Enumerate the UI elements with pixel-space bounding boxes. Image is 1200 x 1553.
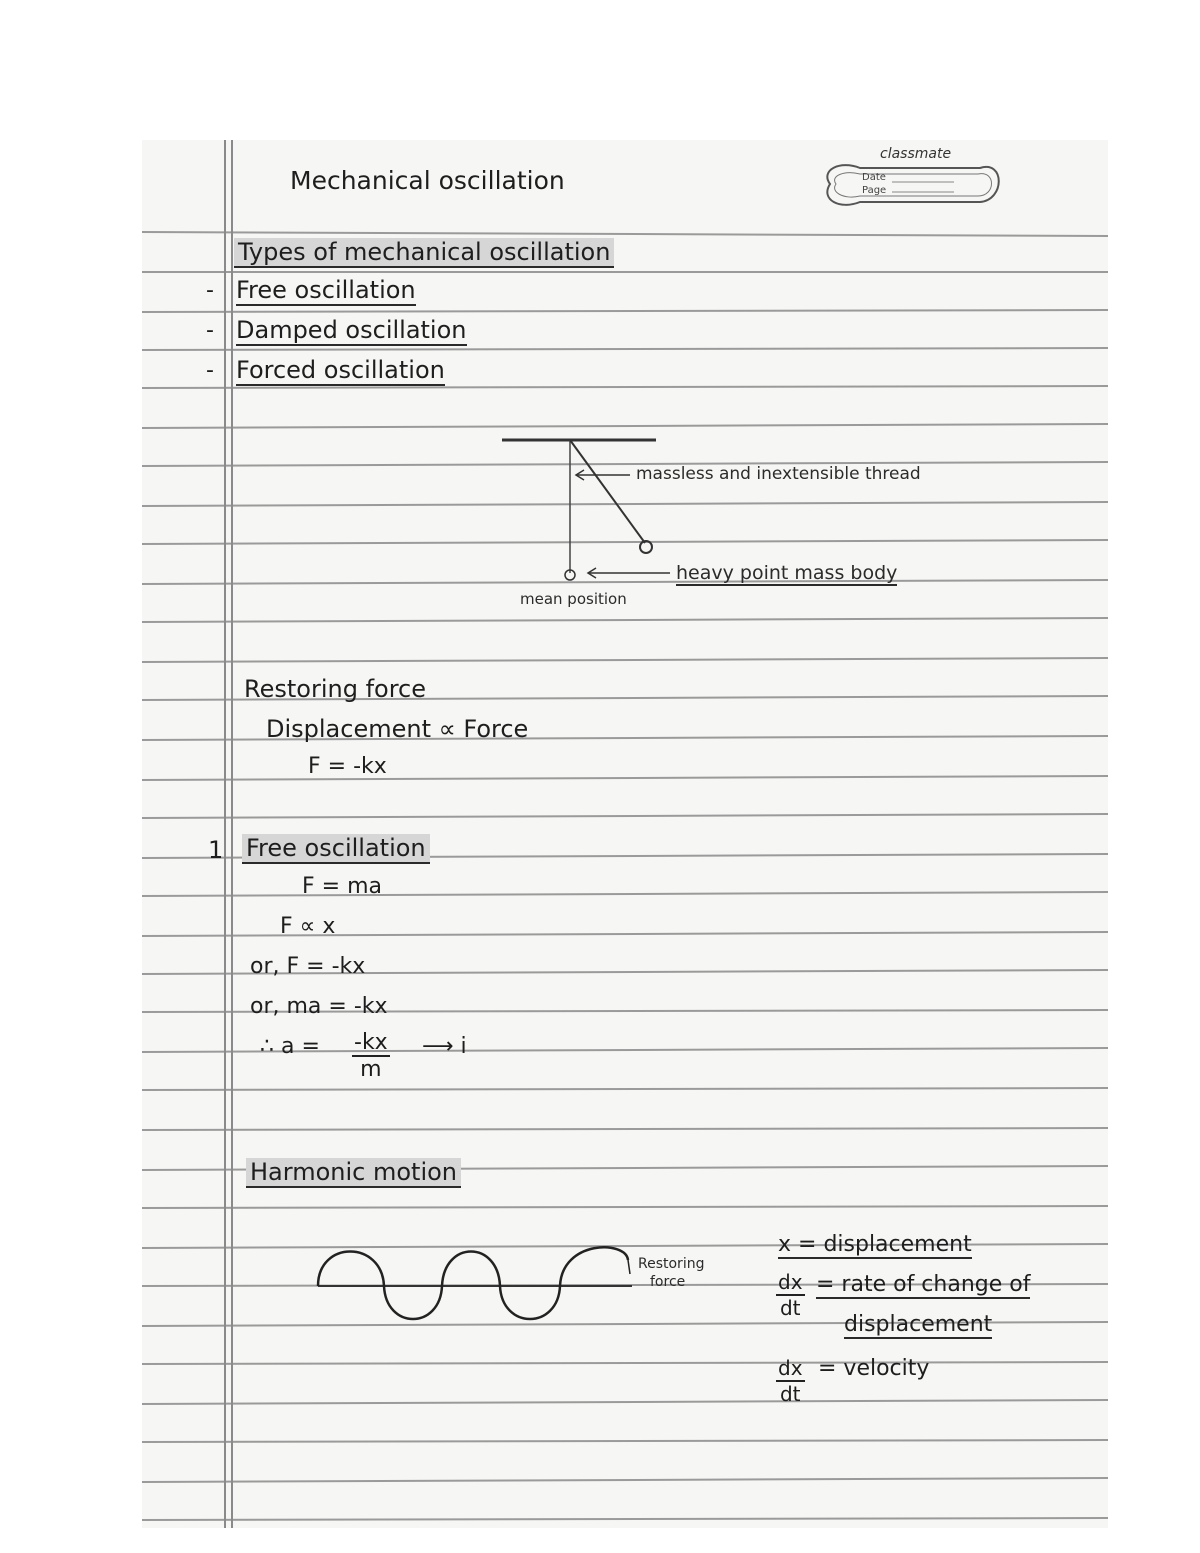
definition-displacement: x = displacement [778, 1232, 972, 1257]
free-eq-4: or, ma = -kx [250, 994, 388, 1019]
restoring-line-2: F = -kx [308, 754, 387, 779]
free-eq-5-suffix: ⟶ i [422, 1034, 467, 1059]
fraction-numerator: dx [778, 1270, 803, 1294]
displaced-thread [570, 440, 645, 543]
restoring-heading: Restoring force [244, 675, 427, 703]
dx-dt-fraction [776, 1356, 805, 1406]
logo-page-label: Page [862, 185, 887, 196]
definition-rate-of-change: = rate of change of [816, 1272, 1031, 1297]
types-heading: Types of mechanical oscillation [234, 238, 614, 268]
notebook-page [142, 140, 1108, 1528]
section-number: 1 [208, 836, 224, 864]
free-eq-2: F ∝ x [280, 914, 336, 939]
fraction-denominator: m [360, 1057, 382, 1082]
wave-label-restoring: Restoring [638, 1256, 705, 1272]
thread-label: massless and inextensible thread [636, 464, 921, 484]
free-eq-1: F = ma [302, 874, 382, 899]
fraction-numerator: dx [778, 1356, 803, 1380]
harmonic-heading: Harmonic motion [246, 1158, 461, 1188]
classmate-logo [820, 140, 1002, 215]
pendulum-bob [640, 541, 652, 553]
sine-wave-diagram [312, 1230, 672, 1340]
bullet-marker: - [206, 278, 214, 303]
wave-arrow [628, 1260, 630, 1274]
free-heading: Free oscillation [242, 834, 430, 864]
wave-curve [318, 1247, 628, 1319]
logo-brand: classmate [880, 146, 952, 162]
bullet-marker: - [206, 318, 214, 343]
page-title: Mechanical oscillation [290, 166, 565, 195]
definition-rate-of-change-cont: displacement [844, 1312, 993, 1337]
type-item-damped: Damped oscillation [236, 316, 467, 344]
fraction-numerator: -kx [354, 1030, 388, 1055]
type-item-forced: Forced oscillation [236, 356, 445, 384]
dx-dt-fraction [776, 1270, 805, 1320]
fraction-denominator: dt [779, 1296, 801, 1320]
free-eq-5-prefix: ∴ a = [260, 1034, 320, 1059]
free-eq-3: or, F = -kx [250, 954, 366, 979]
wave-label-force: force [650, 1274, 686, 1290]
bullet-marker: - [206, 358, 214, 383]
definition-velocity: = velocity [818, 1356, 930, 1381]
restoring-line-1: Displacement ∝ Force [266, 715, 529, 743]
type-item-free: Free oscillation [236, 276, 416, 304]
logo-date-label: Date [862, 172, 886, 183]
mass-label: heavy point mass body [676, 562, 898, 584]
free-eq-5-fraction [352, 1030, 390, 1082]
fraction-denominator: dt [779, 1382, 801, 1406]
mean-position-label: mean position [520, 590, 627, 608]
